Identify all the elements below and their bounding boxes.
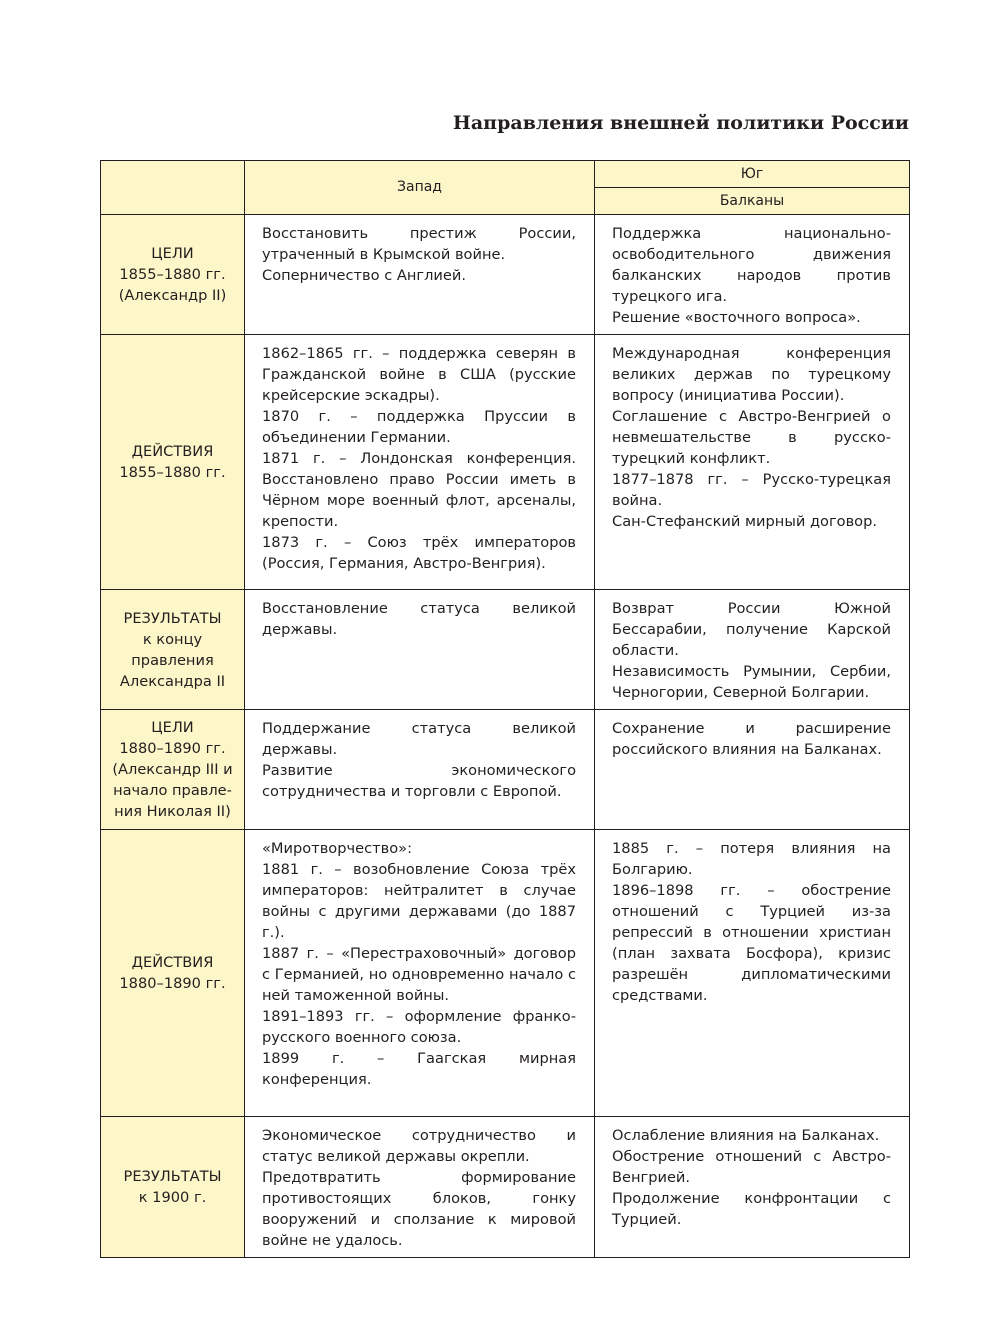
table-row [101,830,910,1117]
table-row [101,1117,910,1258]
cell-line: Решение «восточного вопроса». [612,309,861,326]
west-cell [245,215,595,335]
west-cell [245,335,595,590]
table-row [101,335,910,590]
cell-line: 1899 г. – Гаагская мирная конференция. [262,1050,576,1088]
cell-line: Обострение отношений с Австро-Венгрией. [612,1148,891,1186]
table-row [101,590,910,710]
table-row [101,710,910,830]
row-label: ДЕЙСТВИЯ 1880–1890 гг. [101,830,245,1117]
header-west: Запад [245,161,595,215]
cell-line: 1881 г. – возобновление Союза трёх императоров: нейтралитет в случае войны с другими державами (до 1887 г.). [262,861,576,941]
balkans-cell [595,335,910,590]
cell-line: Соглашение с Австро-Венгрией о невмешательстве в русско-турецкий конфликт. [612,408,891,467]
cell-line: Восстановить престиж России, утраченный в Крымской войне. [262,225,576,263]
header-south: Юг [595,161,910,188]
cell-line: Международная конференция великих держав по турецкому вопросу (инициатива России). [612,345,891,404]
balkans-cell [595,1117,910,1258]
cell-line: Ослабление влияния на Балканах. [612,1127,880,1144]
policy-table [100,160,910,1258]
cell-line: Развитие экономического сотрудничества и торговли с Европой. [262,762,576,800]
balkans-cell [595,215,910,335]
cell-line: Независимость Румынии, Сербии, Черногории, Северной Болгарии. [612,663,891,701]
cell-line: Поддержание статуса великой державы. [262,720,576,758]
west-cell [245,710,595,830]
cell-line: Поддержка национально-освободительного движения балканских народов против турецкого ига. [612,225,891,305]
west-cell [245,590,595,710]
header-corner-cell [101,161,245,215]
cell-line: Экономическое сотрудничество и статус великой державы окрепли. [262,1127,576,1165]
cell-line: 1862–1865 гг. – поддержка северян в Гражданской войне в США (русские крейсерские эскадры). [262,345,576,404]
west-cell [245,830,595,1117]
cell-line: 1873 г. – Союз трёх императоров (Россия, Германия, Австро-Венгрия). [262,534,576,572]
table-row [101,215,910,335]
row-label: ЦЕЛИ 1880–1890 гг. (Александр III и начало правле- ния Николая II) [101,710,245,830]
cell-line: Продолжение конфронтации с Турцией. [612,1190,891,1228]
row-label: РЕЗУЛЬТАТЫ к концу правления Александра II [101,590,245,710]
cell-line: «Миротворчество»: [262,840,412,857]
row-label: ЦЕЛИ 1855–1880 гг. (Александр II) [101,215,245,335]
row-label: ДЕЙСТВИЯ 1855–1880 гг. [101,335,245,590]
cell-line: 1885 г. – потеря влияния на Болгарию. [612,840,891,878]
balkans-cell [595,590,910,710]
cell-line: Соперничество с Англией. [262,267,466,284]
page-title: Направления внешней политики России [452,112,909,134]
cell-line: Предотвратить формирование противостоящих блоков, гонку вооружений и сползание к мировой войне не удалось. [262,1169,576,1249]
header-balkans: Балканы [595,188,910,215]
west-cell [245,1117,595,1258]
cell-line: 1891–1893 гг. – оформление франко-русского военного союза. [262,1008,576,1046]
cell-line: Сохранение и расширение российского влияния на Балканах. [612,720,891,758]
cell-line: Восстановление статуса великой державы. [262,600,576,638]
cell-line: 1896–1898 гг. – обострение отношений с Турцией из-за репрессий в отношении христиан (план захвата Босфора), кризис разрешён дипломатическими средствами. [612,882,891,1004]
cell-line: Сан-Стефанский мирный договор. [612,513,878,530]
cell-line: 1887 г. – «Перестраховочный» договор с Германией, но одновременно начало с ней таможенной войны. [262,945,576,1004]
cell-line: 1877–1878 гг. – Русско-турецкая война. [612,471,891,509]
balkans-cell [595,830,910,1117]
row-label: РЕЗУЛЬТАТЫ к 1900 г. [101,1117,245,1258]
balkans-cell [595,710,910,830]
cell-line: 1871 г. – Лондонская конференция. Восстановлено право России иметь в Чёрном море военный флот, арсеналы, крепости. [262,450,576,530]
cell-line: Возврат России Южной Бессарабии, получение Карской области. [612,600,891,659]
cell-line: 1870 г. – поддержка Пруссии в объединении Германии. [262,408,576,446]
